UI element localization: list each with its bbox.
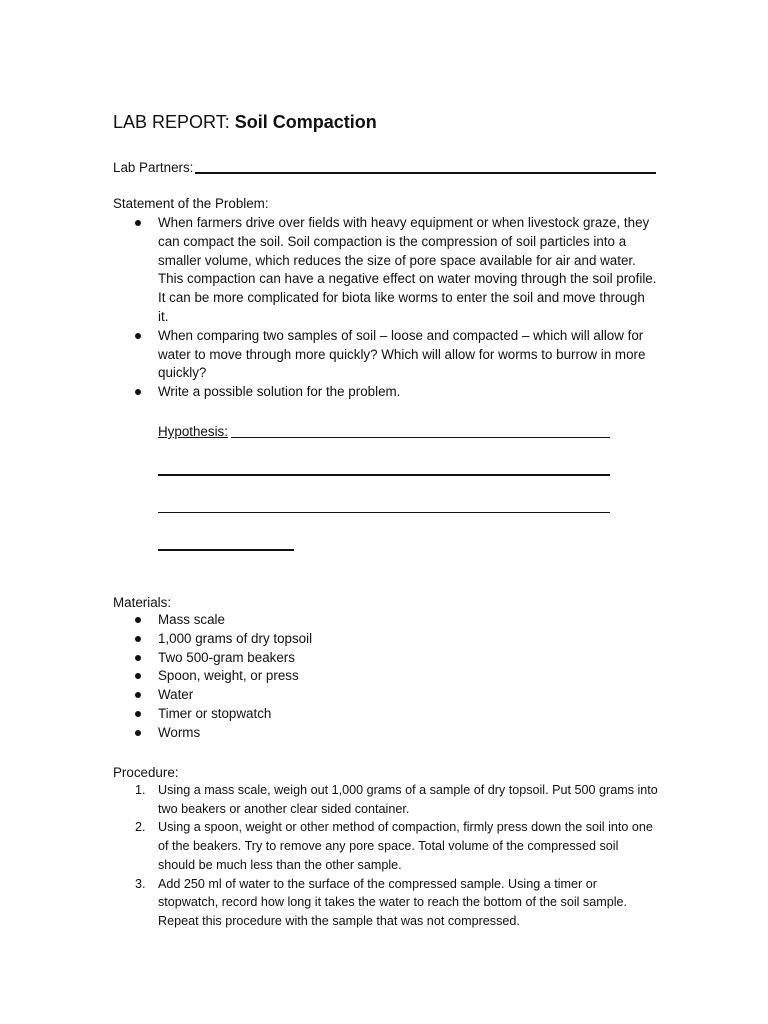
procedure-steps — [113, 781, 658, 931]
hypothesis-line-1 — [231, 437, 610, 438]
lab-partners-blank-line — [195, 172, 656, 174]
procedure-step — [113, 875, 658, 931]
hypothesis-line-4 — [158, 549, 294, 551]
list-item: Water — [113, 686, 658, 705]
step-text: Using a mass scale, weigh out 1,000 grams of a sample of dry topsoil. Put 500 grams into two beakers or another clear sided container. — [158, 783, 658, 816]
step-number: 2. — [135, 820, 146, 835]
problem-heading: Statement of the Problem: — [113, 196, 269, 211]
list-item: 1,000 grams of dry topsoil — [113, 630, 658, 649]
procedure-step — [113, 781, 658, 818]
page-title — [113, 110, 377, 134]
title-prefix: LAB REPORT: — [113, 112, 235, 132]
hypothesis-label: Hypothesis: — [158, 424, 228, 439]
list-item: Worms — [113, 724, 658, 743]
materials-heading: Materials: — [113, 595, 172, 610]
step-number: 3. — [135, 876, 146, 891]
lab-partners-label: Lab Partners: — [113, 160, 194, 175]
list-item: Mass scale — [113, 611, 658, 630]
procedure-step — [113, 818, 658, 874]
list-item: Two 500-gram beakers — [113, 649, 658, 668]
hypothesis-line-3 — [158, 512, 610, 513]
step-number: 1. — [135, 783, 146, 797]
list-item: When farmers drive over fields with heavy equipment or when livestock graze, they can compact the soil. Soil compaction is the compression of soil particles into a smaller volume, which reduces the size of pore space available for air and water. This compaction can have a negative effect on water moving through the soil profile. It can be more complicated for biota like worms to enter the soil and move through it. — [113, 214, 658, 327]
list-item: Timer or stopwatch — [113, 705, 658, 724]
list-item: Write a possible solution for the problem. — [113, 383, 658, 402]
list-item: When comparing two samples of soil – loose and compacted – which will allow for water to move through more quickly? Which will allow for worms to burrow in more quickly? — [113, 327, 658, 383]
problem-bullet-list — [113, 214, 658, 402]
list-item: Spoon, weight, or press — [113, 667, 658, 686]
title-topic: Soil Compaction — [234, 112, 377, 132]
procedure-heading: Procedure: — [113, 765, 179, 780]
step-text: Using a spoon, weight or other method of compaction, firmly press down the soil into one of the beakers. Try to remove any pore space. Total volume of the compressed soil should be much less than the other sample. — [158, 820, 653, 872]
materials-list — [113, 611, 658, 743]
step-text: Add 250 ml of water to the surface of the compressed sample. Using a timer or stopwatch, record how long it takes the water to reach the bottom of the soil sample. Repeat this procedure with the sample that was not compressed. — [158, 876, 628, 928]
hypothesis-line-2 — [158, 474, 610, 476]
